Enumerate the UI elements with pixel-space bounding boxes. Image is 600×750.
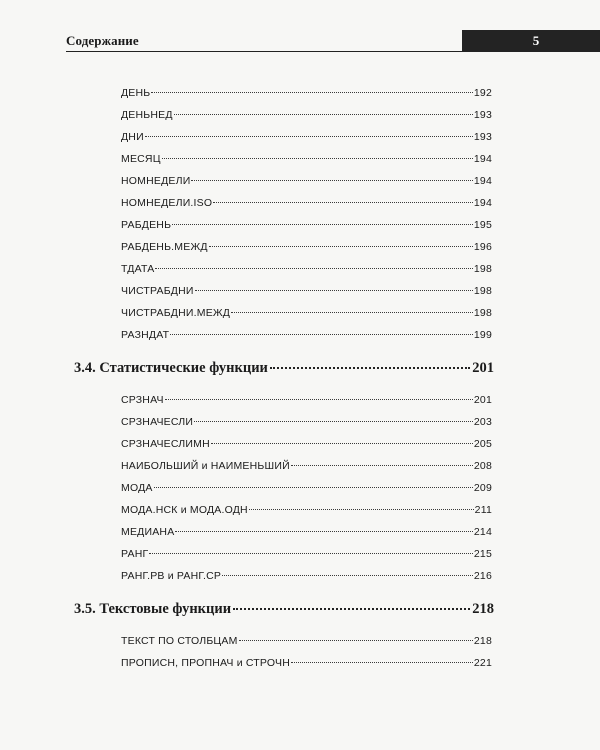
section-title: 3.5. Текстовые функции bbox=[74, 601, 232, 617]
entry-page-number: 193 bbox=[473, 131, 492, 143]
dot-leader bbox=[170, 333, 473, 335]
dot-leader bbox=[154, 486, 473, 488]
dot-leader bbox=[291, 464, 473, 466]
entry-page-number: 216 bbox=[473, 570, 492, 582]
entry-page-number: 214 bbox=[473, 526, 492, 538]
entry-title: МЕДИАНА bbox=[121, 526, 175, 538]
toc-entry bbox=[121, 504, 492, 520]
section-title: 3.4. Статистические функции bbox=[74, 360, 268, 376]
dot-leader bbox=[155, 267, 472, 269]
entry-title: ТЕКСТ ПО СТОЛБЦАМ bbox=[121, 635, 238, 647]
toc-entry bbox=[121, 87, 492, 103]
entry-title: СРЗНАЧ bbox=[121, 394, 164, 406]
dot-leader bbox=[194, 420, 473, 422]
entry-title: РАБДЕНЬ.МЕЖД bbox=[121, 241, 208, 253]
header-title: Содержание bbox=[66, 33, 139, 48]
toc-entry bbox=[121, 416, 492, 432]
toc-entry bbox=[121, 263, 492, 279]
entry-title: НАИБОЛЬШИЙ и НАИМЕНЬШИЙ bbox=[121, 460, 290, 472]
toc-section-heading bbox=[74, 360, 494, 380]
dot-leader bbox=[195, 289, 473, 291]
dot-leader bbox=[191, 179, 472, 181]
entry-page-number: 205 bbox=[473, 438, 492, 450]
toc-entry bbox=[121, 329, 492, 345]
toc-entry bbox=[121, 482, 492, 498]
entry-title: ДНИ bbox=[121, 131, 144, 143]
entry-page-number: 194 bbox=[473, 175, 492, 187]
entry-page-number: 198 bbox=[473, 307, 492, 319]
toc-entry bbox=[121, 307, 492, 323]
entry-page-number: 203 bbox=[473, 416, 492, 428]
entry-page-number: 194 bbox=[473, 197, 492, 209]
dot-leader bbox=[145, 135, 473, 137]
entry-page-number: 196 bbox=[473, 241, 492, 253]
entry-title: ДЕНЬНЕД bbox=[121, 109, 173, 121]
entry-title: НОМНЕДЕЛИ bbox=[121, 175, 191, 187]
section-page-number: 201 bbox=[472, 360, 494, 376]
page-number: 5 bbox=[532, 33, 540, 48]
entry-page-number: 198 bbox=[473, 263, 492, 275]
entry-title: РАНГ.РВ и РАНГ.СР bbox=[121, 570, 222, 582]
dot-leader bbox=[151, 91, 472, 93]
toc-entry bbox=[121, 131, 492, 147]
entry-page-number: 193 bbox=[473, 109, 492, 121]
dot-leader bbox=[174, 113, 473, 115]
dot-leader bbox=[231, 311, 473, 313]
entry-title: РАЗНДАТ bbox=[121, 329, 170, 341]
dot-leader bbox=[270, 366, 470, 369]
entry-title: ТДАТА bbox=[121, 263, 155, 275]
entry-page-number: 201 bbox=[473, 394, 492, 406]
dot-leader bbox=[211, 442, 473, 444]
toc-entry bbox=[121, 548, 492, 564]
toc-entry bbox=[121, 219, 492, 235]
entry-page-number: 199 bbox=[473, 329, 492, 341]
dot-leader bbox=[213, 201, 473, 203]
entry-title: ЧИСТРАБДНИ bbox=[121, 285, 194, 297]
entry-title: ПРОПИСН, ПРОПНАЧ и СТРОЧН bbox=[121, 657, 291, 669]
toc-entry bbox=[121, 570, 492, 586]
dot-leader bbox=[249, 508, 474, 510]
section-page-number: 218 bbox=[472, 601, 494, 617]
dot-leader bbox=[149, 552, 473, 554]
toc-entry bbox=[121, 285, 492, 301]
toc-entry bbox=[121, 241, 492, 257]
toc-entry bbox=[121, 657, 492, 673]
entry-title: МОДА.НСК и МОДА.ОДН bbox=[121, 504, 248, 516]
entry-page-number: 195 bbox=[473, 219, 492, 231]
entry-title: РАНГ bbox=[121, 548, 149, 560]
toc-entry bbox=[121, 635, 492, 651]
entry-page-number: 192 bbox=[473, 87, 492, 99]
entry-title: НОМНЕДЕЛИ.ISO bbox=[121, 197, 213, 209]
entry-title: РАБДЕНЬ bbox=[121, 219, 172, 231]
dot-leader bbox=[165, 398, 473, 400]
entry-title: ЧИСТРАБДНИ.МЕЖД bbox=[121, 307, 231, 319]
entry-page-number: 209 bbox=[473, 482, 492, 494]
entry-title: СРЗНАЧЕСЛИ bbox=[121, 416, 194, 428]
entry-page-number: 194 bbox=[473, 153, 492, 165]
entry-page-number: 215 bbox=[473, 548, 492, 560]
dot-leader bbox=[209, 245, 473, 247]
toc-entry bbox=[121, 175, 492, 191]
toc-entry bbox=[121, 109, 492, 125]
dot-leader bbox=[175, 530, 472, 532]
toc-entry bbox=[121, 394, 492, 410]
entry-page-number: 208 bbox=[473, 460, 492, 472]
entry-page-number: 221 bbox=[473, 657, 492, 669]
dot-leader bbox=[239, 639, 473, 641]
toc-entry bbox=[121, 153, 492, 169]
entry-page-number: 198 bbox=[473, 285, 492, 297]
toc-entry bbox=[121, 438, 492, 454]
toc-entry bbox=[121, 460, 492, 476]
entry-title: МОДА bbox=[121, 482, 153, 494]
dot-leader bbox=[233, 607, 470, 610]
entry-page-number: 211 bbox=[474, 504, 492, 516]
dot-leader bbox=[172, 223, 473, 225]
dot-leader bbox=[291, 661, 473, 663]
toc-entry bbox=[121, 197, 492, 213]
dot-leader bbox=[162, 157, 473, 159]
toc-entry bbox=[121, 526, 492, 542]
entry-title: МЕСЯЦ bbox=[121, 153, 161, 165]
entry-page-number: 218 bbox=[473, 635, 492, 647]
entry-title: СРЗНАЧЕСЛИМН bbox=[121, 438, 210, 450]
dot-leader bbox=[222, 574, 473, 576]
toc-section-heading bbox=[74, 601, 494, 621]
entry-title: ДЕНЬ bbox=[121, 87, 151, 99]
